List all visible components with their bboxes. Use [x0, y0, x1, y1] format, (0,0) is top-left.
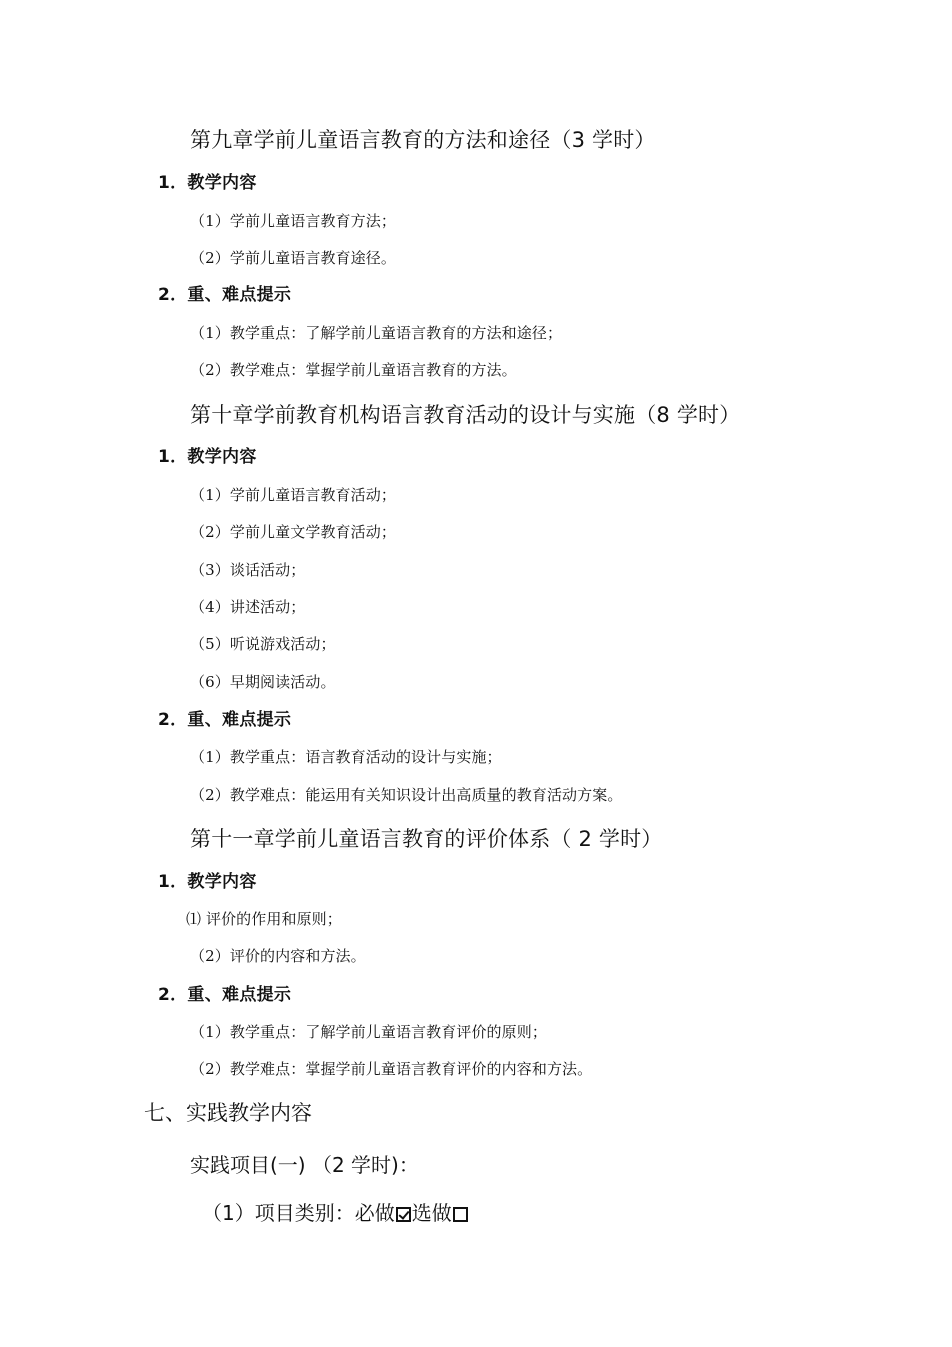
- chapter-10-content-item-2: （2）学前儿童文学教育活动；: [190, 523, 396, 541]
- chapter-9-key-item-2: （2）教学难点：掌握学前儿童语言教育的方法。: [190, 361, 517, 379]
- project-category-line: [202, 1203, 469, 1223]
- required-checkbox[interactable]: [396, 1207, 411, 1222]
- chapter-11-key-heading: 2．重、难点提示: [158, 985, 292, 1005]
- chapter-11-key-item-1: （1）教学重点：了解学前儿童语言教育评价的原则；: [190, 1023, 547, 1041]
- chapter-10-content-item-3: （3）谈话活动；: [190, 561, 306, 579]
- chapter-9-content-item-1: （1）学前儿童语言教育方法；: [190, 212, 396, 230]
- chapter-11-content-heading: 1．教学内容: [158, 872, 257, 892]
- chapter-11-content-item-2: （2）评价的内容和方法。: [190, 947, 366, 965]
- project-category-prefix: （1）项目类别：: [202, 1201, 355, 1225]
- chapter-9-content-heading: 1．教学内容: [158, 173, 257, 193]
- practice-heading: 七、实践教学内容: [144, 1101, 312, 1125]
- chapter-9-key-heading: 2．重、难点提示: [158, 285, 292, 305]
- chapter-10-title: 第十章学前教育机构语言教育活动的设计与实施（8 学时）: [190, 403, 741, 427]
- practice-project-title: 实践项目(一) （2 学时)：: [190, 1153, 419, 1177]
- chapter-11-title: 第十一章学前儿童语言教育的评价体系（ 2 学时）: [190, 827, 663, 851]
- chapter-9-title: 第九章学前儿童语言教育的方法和途径（3 学时）: [190, 128, 656, 152]
- chapter-11-content-item-1: ⑴ 评价的作用和原则；: [186, 910, 342, 928]
- chapter-10-key-heading: 2．重、难点提示: [158, 710, 292, 730]
- chapter-9-content-item-2: （2）学前儿童语言教育途径。: [190, 249, 396, 267]
- chapter-10-content-item-5: （5）听说游戏活动；: [190, 635, 336, 653]
- chapter-9-key-item-1: （1）教学重点：了解学前儿童语言教育的方法和途径；: [190, 324, 563, 342]
- chapter-11-key-item-2: （2）教学难点：掌握学前儿童语言教育评价的内容和方法。: [190, 1060, 593, 1078]
- chapter-10-key-item-1: （1）教学重点：语言教育活动的设计与实施；: [190, 748, 502, 766]
- chapter-10-content-item-6: （6）早期阅读活动。: [190, 673, 336, 691]
- required-label: 必做: [354, 1201, 395, 1225]
- chapter-10-key-item-2: （2）教学难点：能运用有关知识设计出高质量的教育活动方案。: [190, 786, 623, 804]
- optional-label: 选做: [411, 1201, 452, 1225]
- chapter-10-content-item-1: （1）学前儿童语言教育活动；: [190, 486, 396, 504]
- chapter-10-content-heading: 1．教学内容: [158, 447, 257, 467]
- chapter-10-content-item-4: （4）讲述活动；: [190, 598, 306, 616]
- optional-checkbox[interactable]: [453, 1207, 468, 1222]
